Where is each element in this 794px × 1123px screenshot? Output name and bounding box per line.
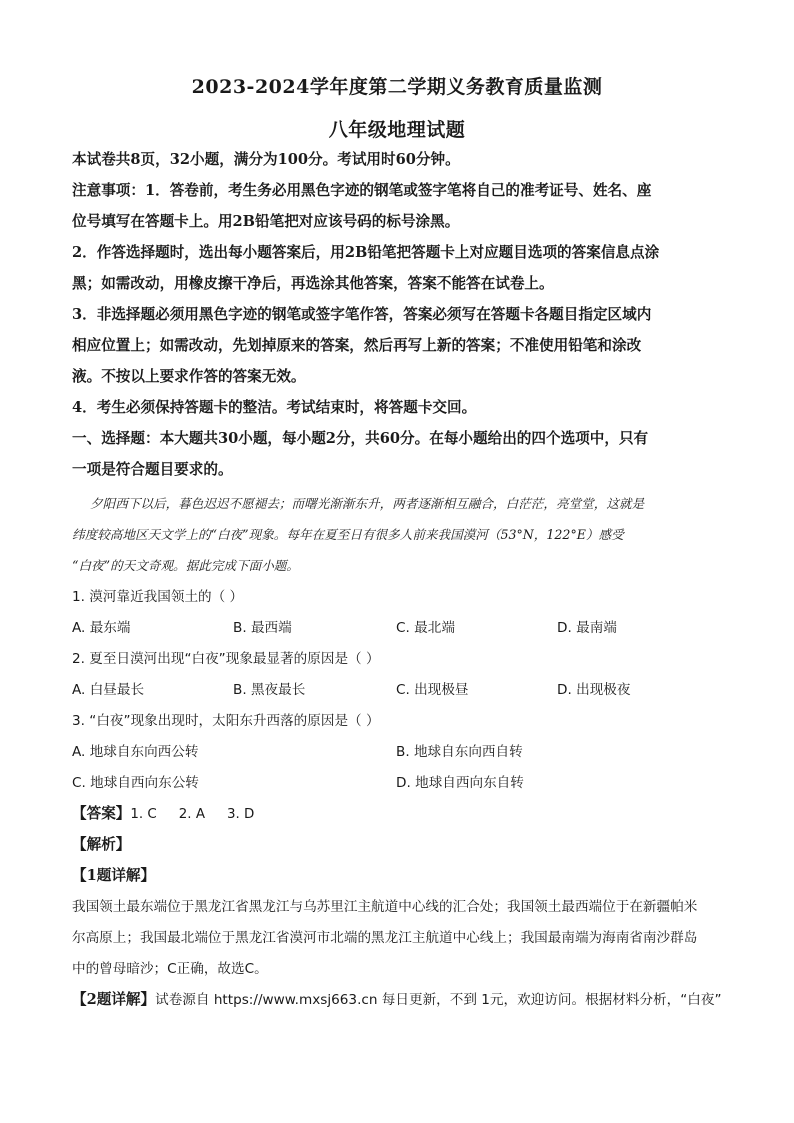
q1-detail-label: 【1题详解】 [72,867,156,884]
q2-detail-text: 试卷源自 https://www.mxsj663.cn 每日更新，不到 1元，欢迎访问。根据材料分析，“白夜” [155,992,722,1008]
question-3-stem: 3. “白夜”现象出现时，太阳东升西落的原因是（ ） [72,713,380,729]
question-3-option-b: B. 地球自东向西自转 [396,744,523,760]
answer-2: 2. A [178,807,205,822]
question-3-option-a: A. 地球自东向西公转 [72,744,199,760]
q1-detail-line-3: 中的曾母暗沙；C正确，故选C。 [72,961,268,977]
section-heading-line-1: 一、选择题：本大题共30小题，每小题2分，共60分。在每小题给出的四个选项中，只有 [72,430,649,447]
notice-item2-line-2: 黑；如需改动，用橡皮擦干净后，再选涂其他答案，答案不能答在试卷上。 [72,275,554,292]
notice-item3-line-2: 相应位置上；如需改动，先划掉原来的答案，然后再写上新的答案；不准使用铅笔和涂改 [72,337,642,354]
answer-line [72,804,732,825]
q1-detail-line-2: 尔高原上；我国最北端位于黑龙江省漠河市北端的黑龙江主航道中心线上；我国最南端为海南省南沙群岛 [72,930,698,946]
question-2-stem: 2. 夏至日漠河出现“白夜”现象最显著的原因是（ ） [72,651,380,667]
section-heading-line-2: 一项是符合题目要求的。 [72,461,233,478]
passage-line-2: 纬度较高地区天文学上的“白夜”现象。每年在夏至日有很多人前来我国漠河（53°N，122°E）感受 [72,527,624,542]
exam-title: 2023-2024学年度第二学期义务教育质量监测 [191,76,603,98]
question-1-option-b: B. 最西端 [233,620,292,636]
q2-detail-line [72,990,732,1010]
question-2-option-b: B. 黑夜最长 [233,682,306,698]
question-3-option-c: C. 地球自西向东公转 [72,775,199,791]
notice-line-2: 位号填写在答题卡上。用2B铅笔把对应该号码的标号涂黑。 [72,213,460,230]
answer-label: 【答案】 [72,805,131,822]
question-1-option-d: D. 最南端 [557,620,617,636]
answer-1: 1. C [130,807,157,822]
question-1-option-a: A. 最东端 [72,620,131,636]
exam-subtitle: 八年级地理试题 [328,119,466,141]
passage-line-3: “白夜”的天文奇观。据此完成下面小题。 [72,558,299,573]
exam-summary: 本试卷共8页，32小题，满分为100分。考试用时60分钟。 [72,151,460,168]
notice-item3-line-3: 液。不按以上要求作答的答案无效。 [72,368,306,385]
q1-detail-line-1: 我国领土最东端位于黑龙江省黑龙江与乌苏里江主航道中心线的汇合处；我国领土最西端位于在新疆帕米 [72,899,698,915]
notice-item2-line-1: 2．作答选择题时，选出每小题答案后，用2B铅笔把答题卡上对应题目选项的答案信息点涂 [72,244,660,261]
question-2-option-d: D. 出现极夜 [557,682,631,698]
question-2-option-a: A. 白昼最长 [72,682,145,698]
question-2-option-c: C. 出现极昼 [396,682,469,698]
notice-item4: 4．考生必须保持答题卡的整洁。考试结束时，将答题卡交回。 [72,399,477,416]
analysis-label: 【解析】 [72,836,131,853]
question-3-option-d: D. 地球自西向东自转 [396,775,524,791]
passage-line-1: 夕阳西下以后，暮色迟迟不愿褪去；而曙光渐渐东升，两者逐渐相互融合，白茫茫，亮堂堂，这就是 [90,496,645,511]
notice-line-1: 注意事项：1．答卷前，考生务必用黑色字迹的钢笔或签字笔将自己的准考证号、姓名、座 [72,182,652,199]
q2-detail-label: 【2题详解】 [72,991,156,1008]
answer-3: 3. D [226,807,255,822]
question-1-option-c: C. 最北端 [396,620,455,636]
notice-item3-line-1: 3．非选择题必须用黑色字迹的钢笔或签字笔作答，答案必须写在答题卡各题目指定区域内 [72,306,652,323]
question-1-stem: 1. 漠河靠近我国领土的（ ） [72,589,244,605]
